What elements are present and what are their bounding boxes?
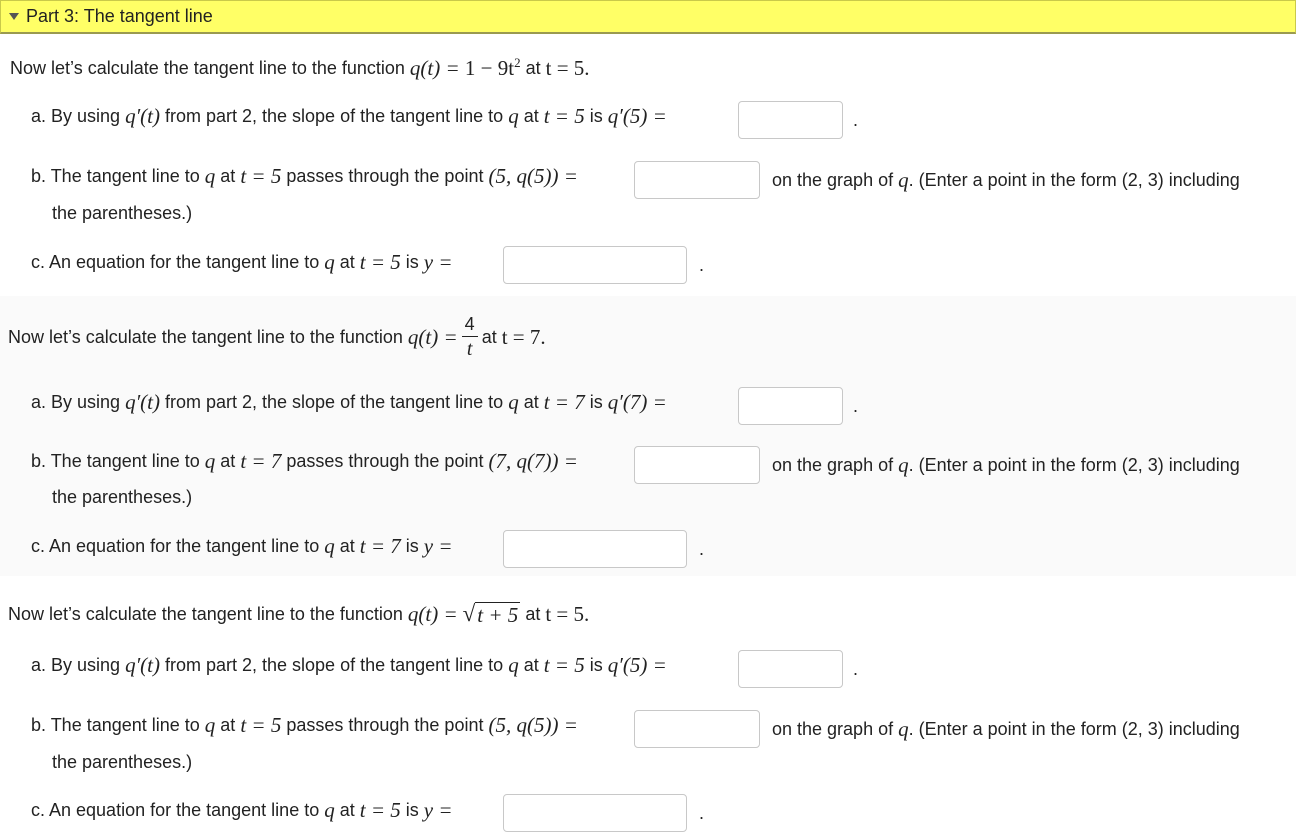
problem-3-part-a: a. By using q′(t) from part 2, the slope of the tangent line to q at t = 5 is q′(5) = xyxy=(31,653,667,677)
slope-answer-input-3[interactable] xyxy=(738,650,843,688)
point-answer-input-2[interactable] xyxy=(634,446,760,484)
problem-3-part-b: b. The tangent line to q at t = 5 passes through the point (5, q(5)) = xyxy=(31,713,578,737)
square-root: √ t + 5 xyxy=(462,601,519,627)
function-definition: $q(t) = 1 - 9t^2$ xyxy=(409,55,521,80)
point-answer-input-1[interactable] xyxy=(634,161,760,199)
problem-2-part-b-tail: on the graph of q . (Enter a point in the form (2, 3) including xyxy=(772,453,1240,477)
problem-1-part-a: a. By using q′(t) from part 2, the slope of the tangent line to q at t = 5 is q′(5) = xyxy=(31,104,667,128)
function-definition: q(t) = xyxy=(407,602,458,627)
problem-1-part-b: b. The tangent line to q at t = 5 passes through the point (5, q(5)) = xyxy=(31,164,578,188)
problem-3-part-b-tail: on the graph of q . (Enter a point in the form (2, 3) including xyxy=(772,717,1240,741)
problem-2-part-b: b. The tangent line to q at t = 7 passes through the point (7, q(7)) = xyxy=(31,449,578,473)
problem-2-part-c: c. An equation for the tangent line to q at t = 7 is y = xyxy=(31,534,453,558)
problem-1-part-b-tail: on the graph of q . (Enter a point in the form (2, 3) including xyxy=(772,168,1240,192)
equation-answer-input-2[interactable] xyxy=(503,530,687,568)
problem-1-part-b-line2: the parentheses.) xyxy=(52,203,193,223)
problem-2-intro: Now let’s calculate the tangent line to the function q(t) = $\frac{4}{t}$ at t = 7. xyxy=(8,314,546,360)
equation-answer-input-1[interactable] xyxy=(503,246,687,284)
problem-1-part-c: c. An equation for the tangent line to q at t = 5 is y = xyxy=(31,250,453,274)
problem-2-part-a: a. By using q′(t) from part 2, the slope of the tangent line to q at t = 7 is q′(7) = xyxy=(31,390,667,414)
slope-answer-input-2[interactable] xyxy=(738,387,843,425)
problem-1-intro: Now let’s calculate the tangent line to the function $q(t) = 1 - 9t^2$ at t = 5. xyxy=(10,55,590,80)
part-title: Part 3: The tangent line xyxy=(26,6,213,26)
collapse-triangle-icon[interactable] xyxy=(9,13,19,20)
part-3-header[interactable] xyxy=(0,0,1296,34)
problem-3-intro: Now let’s calculate the tangent line to the function q(t) = √ t + 5 at t = 5. xyxy=(8,601,590,627)
point-answer-input-3[interactable] xyxy=(634,710,760,748)
fraction: $\frac{4}{t}$ xyxy=(462,315,478,360)
problem-2-part-b-line2: the parentheses.) xyxy=(52,487,193,507)
problem-3-part-b-line2: the parentheses.) xyxy=(52,752,193,772)
problem-3-part-c: c. An equation for the tangent line to q at t = 5 is y = xyxy=(31,798,453,822)
slope-answer-input-1[interactable] xyxy=(738,101,843,139)
function-definition: q(t) = xyxy=(407,324,458,349)
equation-answer-input-3[interactable] xyxy=(503,794,687,832)
